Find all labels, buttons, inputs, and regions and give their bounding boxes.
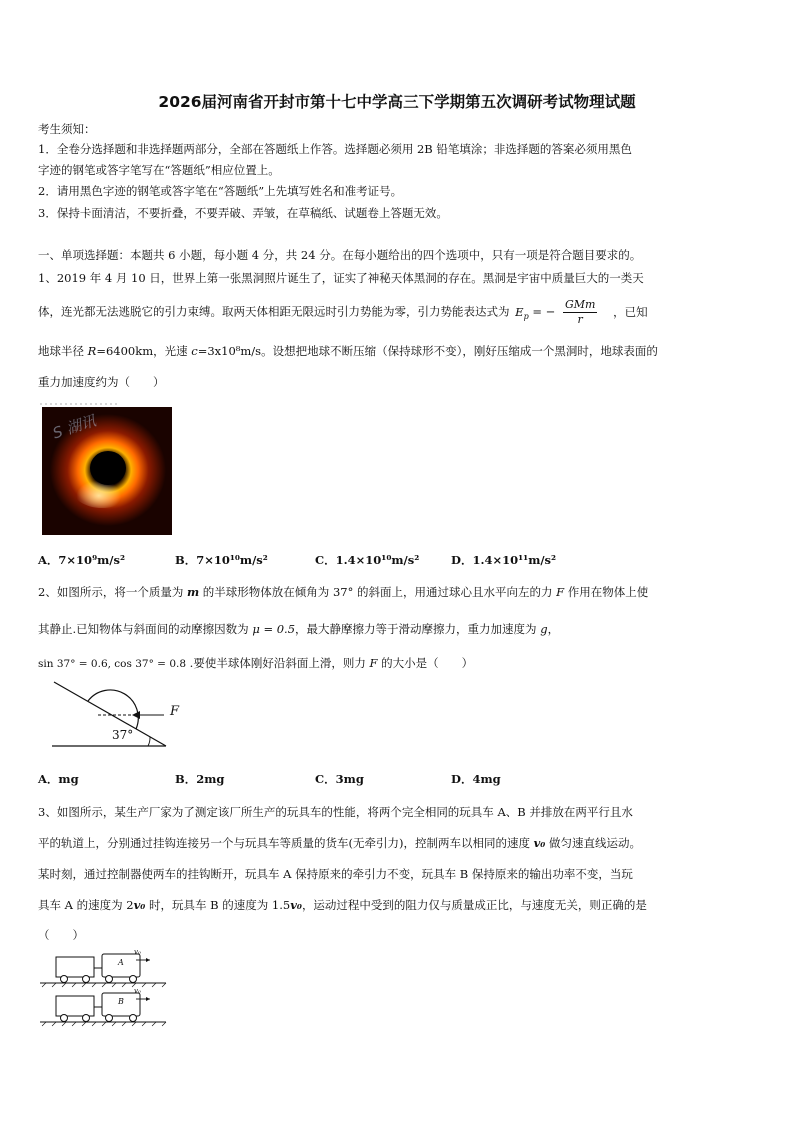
q1-formula-eq: = − <box>532 304 556 319</box>
q3-line-2-a: 平的轨道上，分别通过挂钩连接另一个与玩具车等质量的货车(无牵引力)，控制两车以相同的速度 <box>38 836 534 850</box>
q1-formula-lhs: E <box>515 304 524 319</box>
q1-line-2 <box>38 298 648 327</box>
notice-item-2: 2．请用黑色字迹的钢笔或答字笔在“答题纸”上先填写姓名和准考证号。 <box>38 184 403 198</box>
q2-option-a[interactable]: A．mg <box>38 772 79 786</box>
incline-diagram <box>50 680 200 753</box>
q3-line-5: （ ） <box>38 928 84 942</box>
q2-line-1-b: 的半球形物体放在倾角为 37° 的斜面上，用通过球心且水平向左的力 <box>199 585 557 599</box>
watermark-text: S 湖讯 <box>50 411 99 443</box>
q1-options <box>38 552 758 568</box>
q1-line-2-tail: ，已知 <box>613 304 648 319</box>
q3-var-v0-b: v₀ <box>290 898 302 912</box>
q1-var-c: c <box>191 344 198 358</box>
q1-line-1: 1、2019 年 4 月 10 日，世界上第一张黑洞照片诞生了，证实了神秘天体黑洞的存在。黑洞是宇宙中质量巨大的一类天 <box>38 271 644 285</box>
q3-line-1: 3、如图所示，某生产厂家为了测定该厂所生产的玩具车的性能，将两个完全相同的玩具车 A、B 并排放在两平行且水 <box>38 805 633 819</box>
q2-line-3 <box>38 655 473 671</box>
q2-line-3-c: 的大小是（ ） <box>377 656 474 670</box>
q3-var-v0-a: v₀ <box>133 898 146 912</box>
q2-option-d[interactable]: D．4mg <box>451 772 501 786</box>
q2-options <box>38 771 758 787</box>
q2-trig-values: sin 37° = 0.6, cos 37° = 0.8 <box>38 658 187 670</box>
car-b-label: B <box>118 997 124 1006</box>
q2-option-c[interactable]: C．3mg <box>315 772 364 786</box>
q2-option-b[interactable]: B．2mg <box>175 772 225 786</box>
q2-line-2-c: ， <box>547 622 560 636</box>
q3-line-4 <box>38 897 647 913</box>
q2-line-2-a: 其静止.已知物体与斜面间的动摩擦因数为 <box>38 622 253 636</box>
q1-option-a[interactable]: A．7×10⁹m/s² <box>38 553 125 567</box>
q3-line-4-b: 时，玩具车 B 的速度为 1.5 <box>145 898 291 912</box>
section-heading: 一、单项选择题：本题共 6 小题，每小题 4 分，共 24 分。在每小题给出的四个选项中，只有一项是符合题目要求的。 <box>38 248 642 262</box>
q3-line-2-b: 做匀速直线运动。 <box>545 836 642 850</box>
q1-formula-numerator: GMm <box>564 298 596 311</box>
q2-line-1-a: 2、如图所示，将一个质量为 <box>38 585 187 599</box>
q1-formula-sub: p <box>523 311 529 321</box>
q1-formula-denominator: r <box>577 313 583 326</box>
q2-var-F: F <box>556 585 565 599</box>
toy-cars-diagram <box>38 948 168 1033</box>
q1-line-3-a: 地球半径 <box>38 344 88 358</box>
car-a-label: A <box>118 958 124 967</box>
q2-var-g: g <box>540 622 548 636</box>
notice-heading: 考生须知： <box>38 122 96 136</box>
velocity-label-b: v₀ <box>134 987 141 995</box>
q1-line-4: 重力加速度约为（ ） <box>38 375 165 389</box>
q2-line-3-b: .要使半球体刚好沿斜面上滑，则力 <box>186 656 370 670</box>
q2-line-2-b: ，最大静摩擦力等于滑动摩擦力，重力加速度为 <box>295 622 541 636</box>
q3-line-2 <box>38 835 641 851</box>
q2-var-m: m <box>186 585 200 599</box>
q1-option-b[interactable]: B．7×10¹⁰m/s² <box>175 553 268 567</box>
q1-formula-fraction <box>563 298 597 327</box>
q3-line-3: 某时刻，通过控制器使两车的挂钩断开，玩具车 A 保持原来的牵引力不变，玩具车 B 保持原来的输出功率不变，当玩 <box>38 867 633 881</box>
q2-line-1-c: 作用在物体上使 <box>564 585 649 599</box>
diagram-angle-label: 37° <box>112 728 134 742</box>
notice-item-1: 1．全卷分选择题和非选择题两部分，全部在答题纸上作答。选择题必须用 2B 铅笔填涂；非选择题的答案必须用黑色 <box>38 142 632 156</box>
q1-option-c[interactable]: C．1.4×10¹⁰m/s² <box>315 553 420 567</box>
q2-mu: μ = 0.5 <box>252 622 296 636</box>
q1-line-3 <box>38 343 658 359</box>
track-b <box>40 993 166 1026</box>
q3-line-4-a: 具车 A 的速度为 2 <box>38 898 134 912</box>
q2-line-2 <box>38 621 559 637</box>
q2-var-F-2: F <box>369 656 378 670</box>
q1-line-3-b: =6400km，光速 <box>96 344 192 358</box>
page-title: 2026届河南省开封市第十七中学高三下学期第五次调研考试物理试题 <box>158 93 636 111</box>
q2-line-1 <box>38 584 648 600</box>
q1-line-3-d: =3x10⁸m/s。设想把地球不断压缩（保持球形不变），刚好压缩成一个黑洞时，地球表面的 <box>197 344 658 358</box>
diagram-force-label: F <box>170 704 180 719</box>
black-hole-image <box>38 402 174 539</box>
q1-option-d[interactable]: D．1.4×10¹¹m/s² <box>451 553 557 567</box>
q3-line-4-c: ，运动过程中受到的阻力仅与质量成正比，与速度无关，则正确的是 <box>301 898 647 912</box>
notice-item-1-cont: 字迹的钢笔或答字笔写在“答题纸”相应位置上。 <box>38 163 280 177</box>
q1-line-2-text: 体，连光都无法逃脱它的引力束缚。取两天体相距无限远时引力势能为零，引力势能表达式为 <box>38 304 510 319</box>
velocity-label-a: v₀ <box>134 948 141 956</box>
track-a <box>40 954 166 987</box>
q1-var-R: R <box>87 344 97 358</box>
notice-item-3: 3．保持卡面清洁，不要折叠，不要弄破、弄皱，在草稿纸、试题卷上答题无效。 <box>38 206 448 220</box>
q3-var-v0: v₀ <box>533 836 546 850</box>
